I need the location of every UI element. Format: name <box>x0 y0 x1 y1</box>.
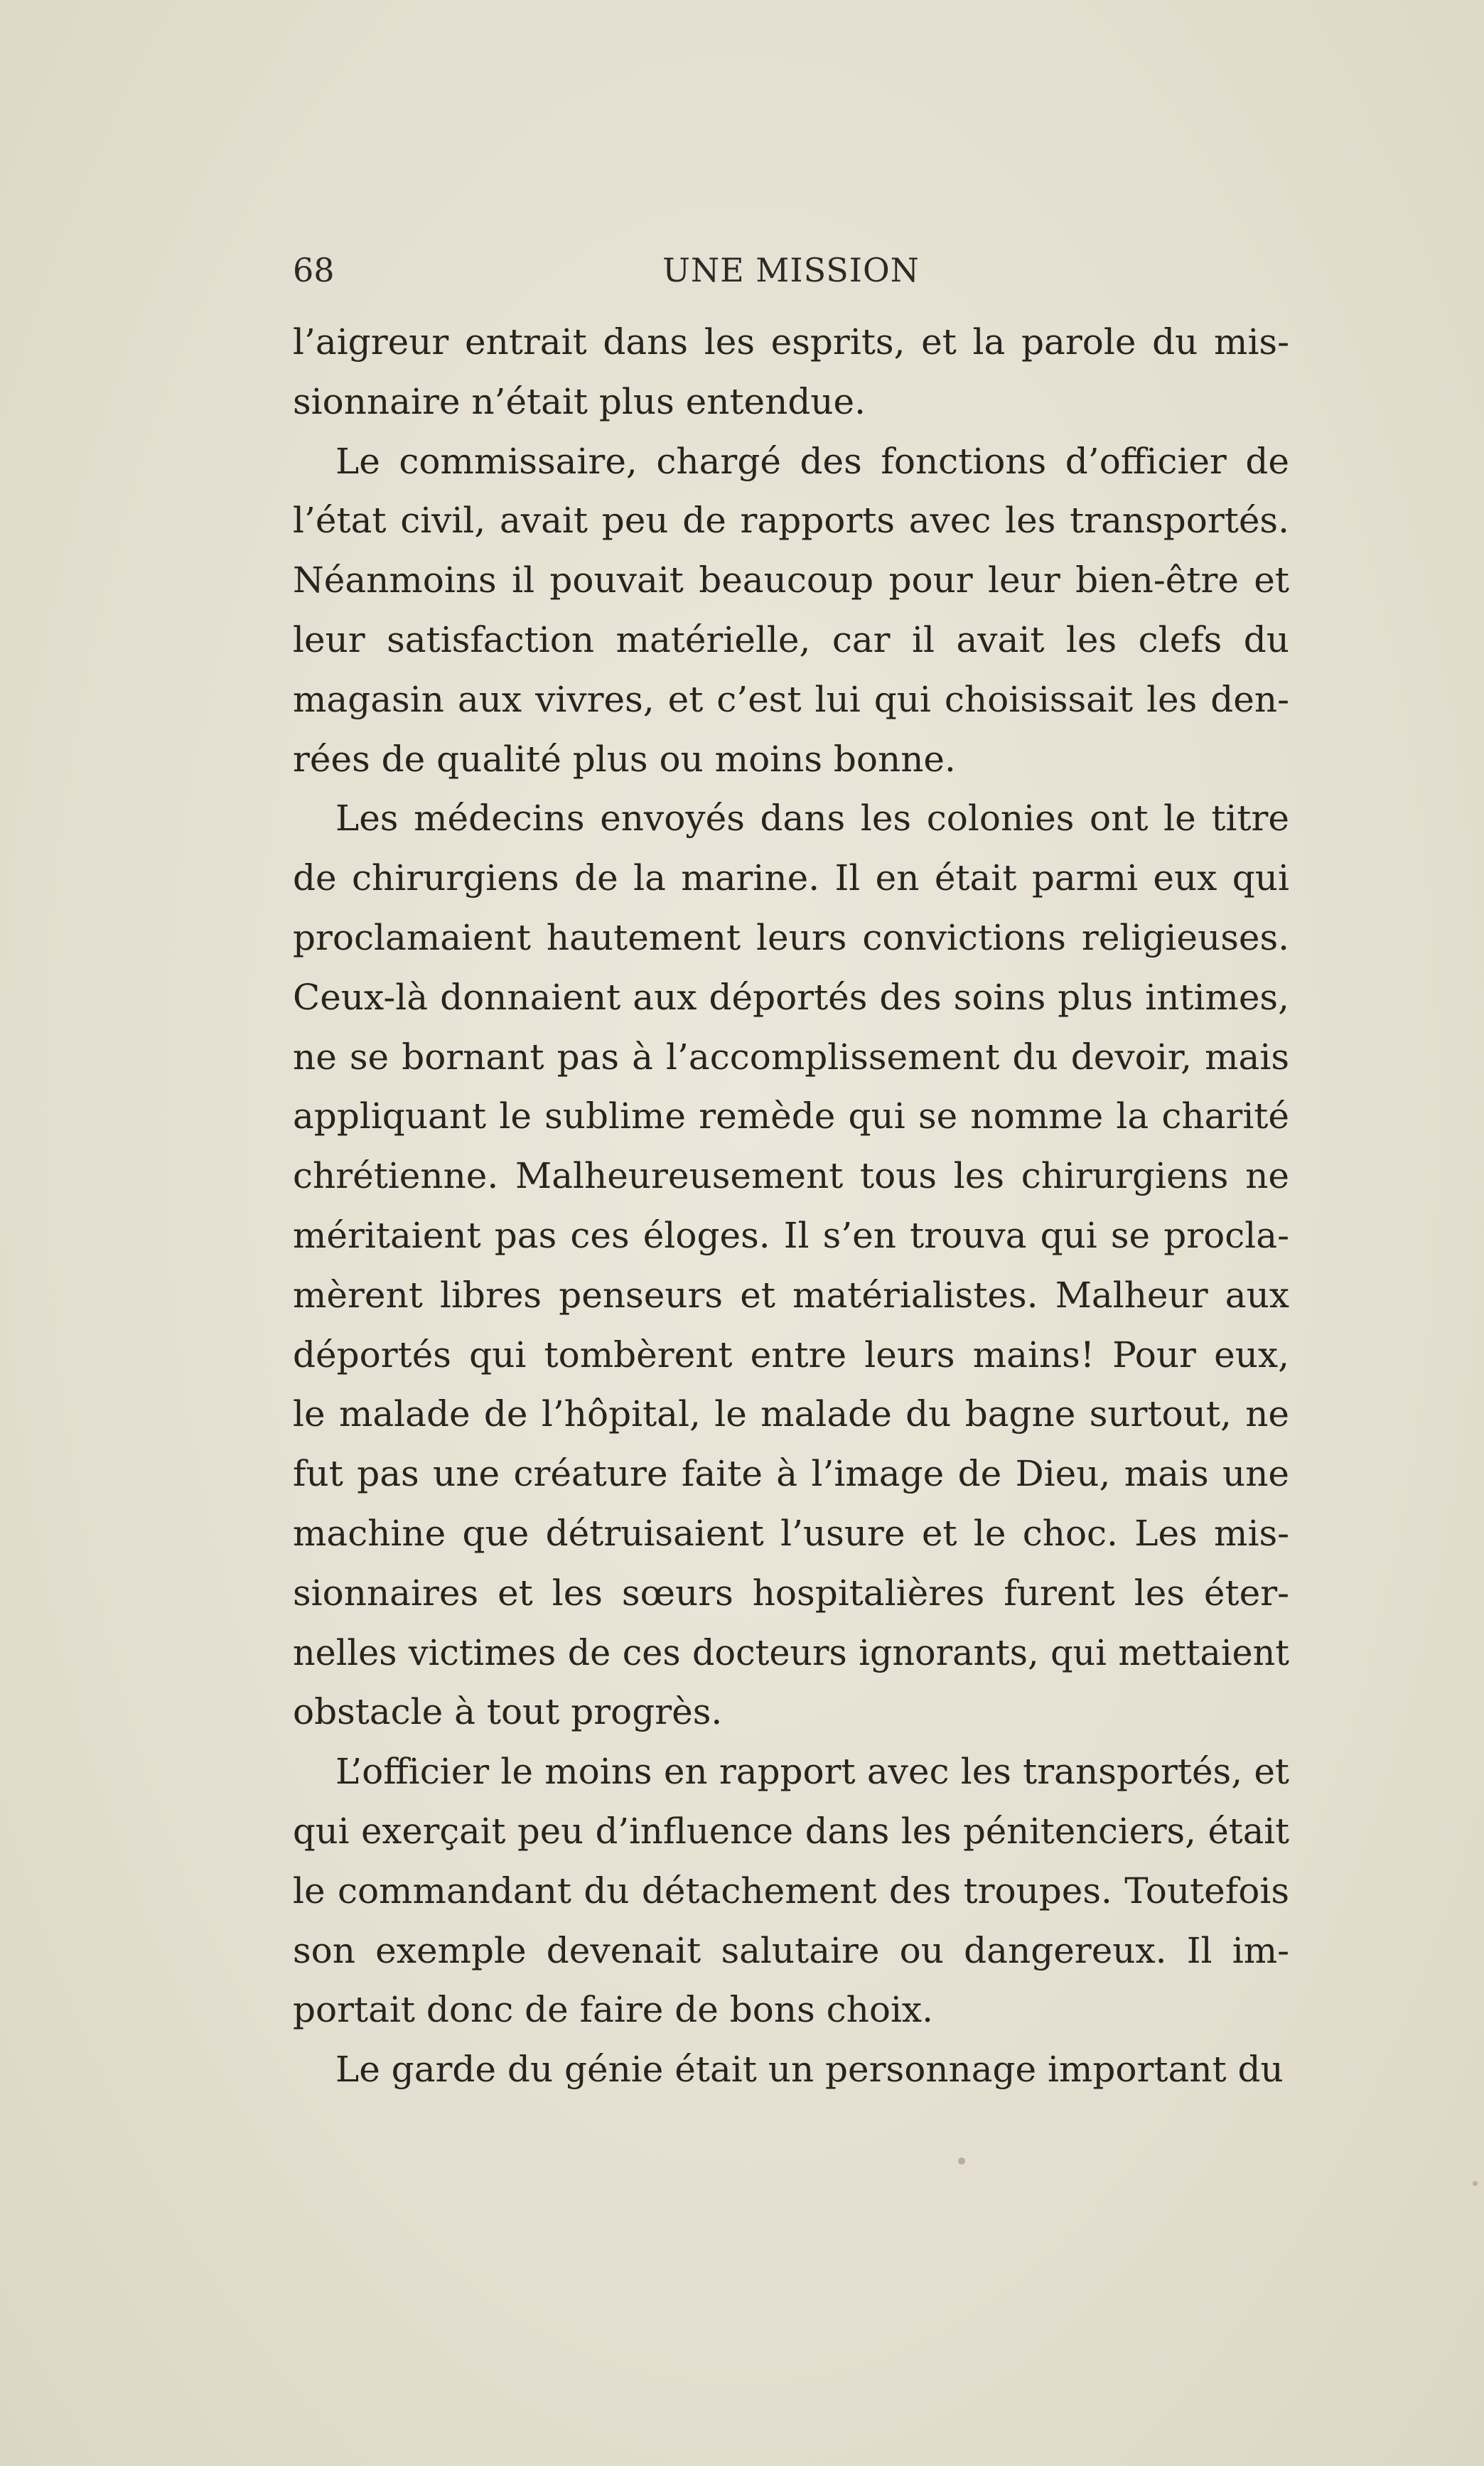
text-line: mèrent libres penseurs et matérialistes. Malheur aux <box>293 1274 1289 1316</box>
paragraph-p3 <box>293 789 1289 1742</box>
page-number: 68 <box>293 251 335 289</box>
paper-speck <box>1473 2181 1478 2186</box>
text-line: Le garde du génie était un personnage important du <box>335 2049 1284 2091</box>
paragraph-p5 <box>293 2040 1289 2100</box>
text-line: Néanmoins il pouvait beaucoup pour leur bien-être et <box>293 559 1289 601</box>
text-line: nelles victimes de ces docteurs ignorants, qui mettaient <box>293 1631 1289 1673</box>
text-line: sionnaires et les sœurs hospitalières furent les éter- <box>293 1572 1289 1614</box>
running-head <box>293 245 1289 295</box>
text-line: l’aigreur entrait dans les esprits, et la parole du mis- <box>293 321 1289 363</box>
text-line: appliquant le sublime remède qui se nomme la charité <box>293 1095 1289 1137</box>
text-line: le malade de l’hôpital, le malade du bagne surtout, ne <box>293 1393 1289 1435</box>
text-line: déportés qui tombèrent entre leurs mains! Pour eux, <box>293 1334 1289 1376</box>
text-line: machine que détruisaient l’usure et le choc. Les mis- <box>293 1512 1289 1554</box>
text-line: Le commissaire, chargé des fonctions d’officier de <box>335 440 1289 482</box>
text-line: rées de qualité plus ou moins bonne. <box>293 738 956 780</box>
text-line: fut pas une créature faite à l’image de Dieu, mais une <box>293 1453 1289 1495</box>
running-title: UNE MISSION <box>662 251 920 289</box>
paragraph-p2 <box>293 432 1289 790</box>
text-line: de chirurgiens de la marine. Il en était parmi eux qui <box>293 857 1289 899</box>
text-line: l’état civil, avait peu de rapports avec les transportés. <box>293 500 1289 542</box>
text-line: ne se bornant pas à l’accomplissement du devoir, mais <box>293 1036 1289 1078</box>
text-line: leur satisfaction matérielle, car il avait les clefs du <box>293 618 1289 660</box>
text-line: son exemple devenait salutaire ou dangereux. Il im- <box>293 1929 1289 1971</box>
text-line: méritaient pas ces éloges. Il s’en trouva qui se procla- <box>293 1214 1289 1256</box>
body-text <box>293 313 1289 2100</box>
text-line: le commandant du détachement des troupes. Toutefois <box>293 1870 1289 1912</box>
text-line: qui exerçait peu d’influence dans les pénitenciers, était <box>293 1810 1289 1852</box>
text-line: chrétienne. Malheureusement tous les chirurgiens ne <box>293 1155 1289 1197</box>
text-line: portait donc de faire de bons choix. <box>293 1989 934 2031</box>
text-line: L’officier le moins en rapport avec les transportés, et <box>335 1751 1289 1793</box>
text-line: proclamaient hautement leurs convictions religieuses. <box>293 916 1289 958</box>
text-line: sionnaire n’était plus entendue. <box>293 380 866 422</box>
text-line: obstacle à tout progrès. <box>293 1691 723 1733</box>
paragraph-p1 <box>293 313 1289 432</box>
text-line: Ceux-là donnaient aux déportés des soins plus intimes, <box>293 976 1289 1018</box>
text-line: Les médecins envoyés dans les colonies ont le titre <box>335 798 1289 840</box>
text-line: magasin aux vivres, et c’est lui qui choisissait les den- <box>293 678 1289 720</box>
paper-speck <box>958 2157 965 2165</box>
paragraph-p4 <box>293 1742 1289 2040</box>
